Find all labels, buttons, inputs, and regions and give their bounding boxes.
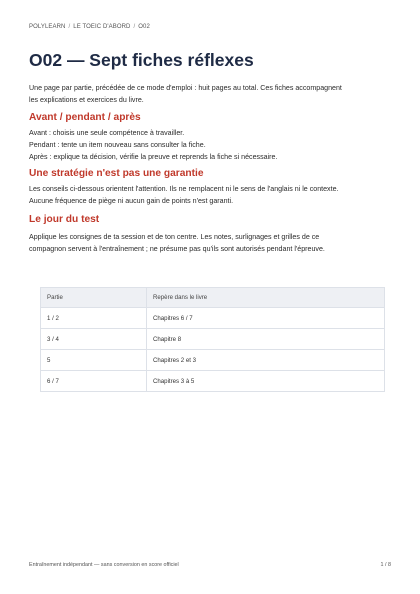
intro-paragraph [29, 82, 391, 106]
section-line: Les conseils ci-dessous orientent l'attention. Ils ne remplacent ni le sens de l'anglais ni le contexte. [29, 185, 339, 193]
breadcrumb [29, 24, 150, 30]
intro-line: Une page par partie, précédée de ce mode d'emploi : huit pages au total. Ces fiches accompagnent [29, 84, 342, 92]
page-footer [29, 562, 391, 568]
breadcrumb-separator: / [68, 24, 71, 30]
page-number: 1 / 8 [380, 562, 391, 568]
section-heading-jour-du-test: Le jour du test [29, 214, 100, 225]
table-row [41, 308, 385, 329]
table-cell-repere: Chapitre 8 [147, 329, 385, 350]
table-header-row [41, 288, 385, 308]
breadcrumb-item: O02 [138, 24, 150, 30]
table-cell-repere: Chapitres 3 à 5 [147, 371, 385, 392]
section-paragraph [29, 231, 391, 255]
section-line: Aucune fréquence de piège ni aucun gain de points n'est garanti. [29, 197, 234, 206]
table-cell-partie: 5 [41, 350, 147, 371]
column-header-partie: Partie [41, 288, 147, 308]
breadcrumb-item: LE TOEIC D'ABORD [73, 24, 131, 30]
page-title: O02 — Sept fiches réflexes [29, 50, 254, 70]
section-heading-avant-pendant-apres: Avant / pendant / après [29, 112, 141, 123]
section-line: Pendant : tente un item nouveau sans consulter la fiche. [29, 141, 206, 150]
table-cell-repere: Chapitres 2 et 3 [147, 350, 385, 371]
column-header-repere: Repère dans le livre [147, 288, 385, 308]
table-cell-partie: 3 / 4 [41, 329, 147, 350]
breadcrumb-item: POLYLEARN [29, 24, 66, 30]
table-row [41, 350, 385, 371]
footer-note: Entraînement indépendant — sans conversion en score officiel [29, 562, 179, 568]
section-line: compagnon servent à l'entraînement ; ne présume pas qu'ils sont autorisés pendant l'épreuve. [29, 245, 325, 254]
table-row [41, 329, 385, 350]
chapter-reference-table [40, 287, 385, 392]
section-line: Avant : choisis une seule compétence à travailler. [29, 129, 185, 137]
section-paragraph [29, 127, 391, 164]
table-cell-partie: 1 / 2 [41, 308, 147, 329]
intro-line: les explications et exercices du livre. [29, 96, 144, 105]
table-cell-partie: 6 / 7 [41, 371, 147, 392]
section-heading-strategie: Une stratégie n'est pas une garantie [29, 168, 204, 179]
section-paragraph [29, 183, 391, 207]
section-line: Applique les consignes de ta session et de ton centre. Les notes, surlignages et grilles de ce [29, 233, 320, 241]
breadcrumb-separator: / [133, 24, 136, 30]
table-row [41, 371, 385, 392]
section-line: Après : explique ta décision, vérifie la preuve et reprends la fiche si nécessaire. [29, 153, 278, 162]
table-cell-repere: Chapitres 6 / 7 [147, 308, 385, 329]
